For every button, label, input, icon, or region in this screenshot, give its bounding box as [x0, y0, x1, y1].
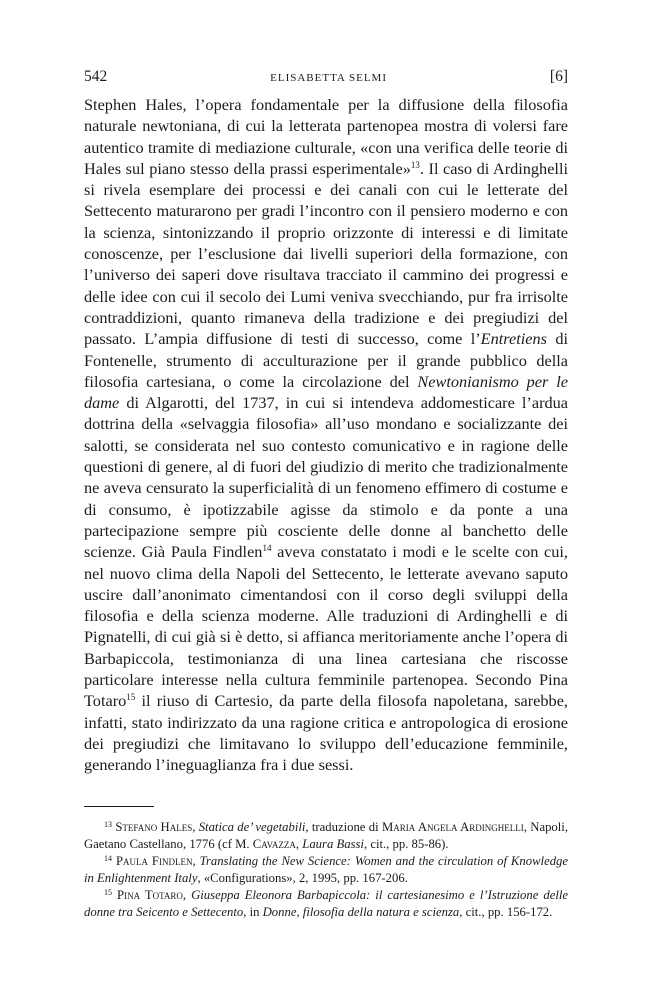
- footnote-author: Paula Findlen: [115, 853, 193, 868]
- footnote-book: Donne, filosofia della natura e scienza: [262, 904, 460, 919]
- footnote-ref-15[interactable]: 15: [126, 692, 136, 703]
- text-run: di Algarotti, del 1737, in cui si intendeva addomesticare l’ardua dottrina della «selvaggia filosofia» all’uso mondano e socializzante dei salotti, se considerata nel suo contesto comunicativo e in ragione delle questioni di genere, al di fuori del giudizio di merito che tradizionalmente ne aveva censurato la superficialità di un fenomeno effimero di costume e di consumo, è ipotizzabile agisse da stimolo e da ponte a una partecipazione sempre più cosciente delle donne al banchetto delle scienze. Già Paula Findlen: [84, 393, 568, 562]
- book-page: [84, 68, 568, 921]
- text-run: il riuso di Cartesio, da parte della filosofa napoletana, sarebbe, infatti, stato indirizzato da una ragione critica e antropologica di erosione dei pregiudizi che limitavano lo sviluppo dell’educazione femminile, generando l’ineguaglianza fra i due sessi.: [84, 691, 568, 775]
- footnote-text: , «Configurations», 2, 1995, pp. 167-206.: [197, 870, 408, 885]
- footnote-cited-work: Laura Bassi: [302, 836, 364, 851]
- text-run: . Il caso di Ardinghelli si rivela esemplare dei processi e dei canali con cui le letterate del Settecento maturarono per gradi l’incontro con il pensiero moderno e con la scienza, sintonizzando il proprio orizzonte di interessi e di limitate conoscenze, per l’esclusione dai livelli superiori della formazione, con l’universo dei saperi dove risultava tracciato il cammino dei progressi e delle idee con cui il secolo dei Lumi veniva svecchiando, pur fra irrisolte contraddizioni, quanto rimaneva della tradizione e dei pregiudizi del passato. L’ampia diffusione di testi di successo, come l’: [84, 158, 568, 349]
- footnote-text: ,: [295, 836, 303, 851]
- footnote-number: 13: [104, 819, 112, 829]
- section-number: [6]: [549, 68, 568, 85]
- footnote-text: , cit., pp. 156-172.: [459, 904, 553, 919]
- page-number: 542: [84, 68, 108, 85]
- footnote-number: 14: [104, 853, 112, 863]
- text-run: aveva constatato i modi e le scelte con cui, nel nuovo clima della Napoli del Settecento, le letterate avevano saputo uscire dall’anonimato cimentandosi con il corso degli sviluppi della filosofia e della scienza moderne. Alle traduzioni di Ardinghelli e di Pignatelli, di cui già si è detto, si affianca meritoriamente anche l’opera di Barbapiccola, testimonianza di una linea cartesiana che riscosse particolare interesse nella cultura femminile partenopea. Secondo Pina Totaro: [84, 542, 568, 711]
- footnote-ref-13[interactable]: 13: [410, 159, 420, 170]
- footnote-text: , Napoli, Gaetano Castellano, 1776 (cf M.: [84, 819, 568, 851]
- footnote-text: , traduzione di: [305, 819, 382, 834]
- text-run: Stephen Hales, l’opera fondamentale per la diffusione della filosofia naturale newtoniana, di cui la letterata partenopea mostra di volersi fare autentico tramite di mediazione culturale, «con una verifica delle teorie di Hales sul piano stesso della prassi esperimentale»: [84, 95, 568, 178]
- footnote-text: , cit., pp. 85-86).: [363, 836, 449, 851]
- footnote-title: Statica de’ vegetabili: [198, 819, 306, 834]
- footnote-author: Pina Totaro: [117, 887, 183, 902]
- footnote-translator: Maria Angela Ardinghelli: [381, 819, 524, 834]
- footnote-title: Giuseppa Eleonora Barbapiccola: il cartesianesimo e l’Istruzione delle donne tra Seicento e Settecento: [84, 887, 569, 919]
- text-run: di Fontenelle, strumento di acculturazione per il grande pubblico della filosofia cartesiana, o come la circolazione del: [84, 329, 568, 391]
- footnote-14: $^{14}$ Paula Findlen, Translating the New Science: Women and the circulation of Knowledge in Enlightenment Italy, «Configurations», 2, 1995, pp. 167-206.: [84, 853, 569, 885]
- body-paragraph: [84, 94, 568, 776]
- footnote-author: Stefano Hales: [115, 819, 193, 834]
- footnote-title: Translating the New Science: Women and the circulation of Knowledge in Enlightenment Italy: [84, 853, 569, 885]
- running-author: ELISABETTA SELMI: [270, 72, 388, 84]
- footnote-text: , in: [243, 904, 263, 919]
- footnote-cited-author: Cavazza: [252, 836, 296, 851]
- footnote-ref-14[interactable]: 14: [262, 543, 272, 554]
- main-text: [84, 94, 568, 776]
- footnote-15: $^{15}$ Pina Totaro, Giuseppa Eleonora Barbapiccola: il cartesianesimo e l’Istruzione delle donne tra Seicento e Settecento, in Donne, filosofia della natura e scienza, cit., pp. 156-172.: [84, 887, 569, 919]
- title-newtonianismo: Newtonianismo per le dame: [84, 371, 569, 413]
- title-entretiens: Entretiens: [480, 329, 547, 349]
- footnotes: [84, 819, 568, 921]
- footnote-13: $^{13}$ Stefano Hales, Statica de’ vegetabili, traduzione di Maria Angela Ardinghelli, Napoli, Gaetano Castellano, 1776 (cf M. Cavazza, Laura Bassi, cit., pp. 85-86).: [84, 819, 568, 851]
- footnote-number: 15: [104, 887, 112, 897]
- footnote-divider: [84, 806, 154, 807]
- running-header: [84, 68, 568, 94]
